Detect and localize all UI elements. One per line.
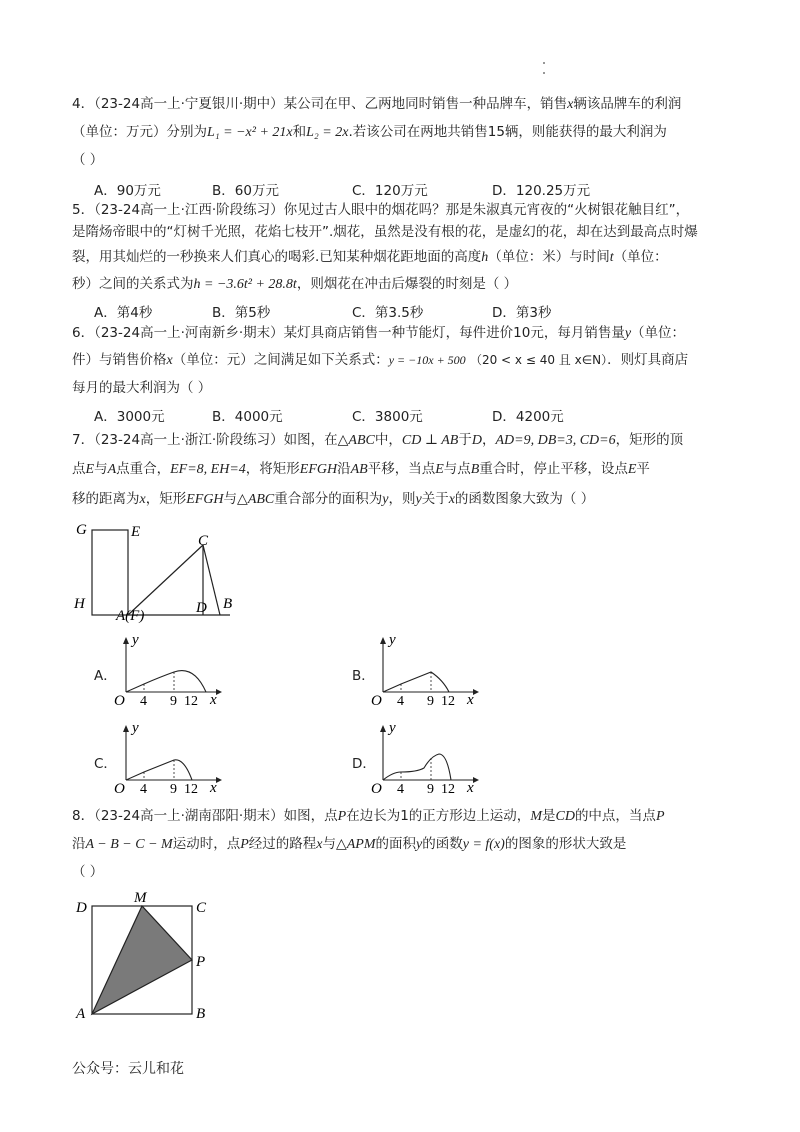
q6-line1: 6．（23-24高一上·河南新乡·期末）某灯具商店销售一种节能灯，每件进价10元，每月销售量y（单位： — [72, 325, 686, 341]
y-label: y — [132, 720, 139, 736]
q5-option-b: B．第5秒 — [212, 305, 271, 321]
tick-4: 4 — [397, 782, 404, 796]
x-label: x — [467, 780, 474, 796]
q7-graph-b — [369, 632, 481, 708]
page-dot — [543, 62, 545, 64]
x-label: x — [210, 780, 217, 796]
label-b: B — [223, 596, 233, 612]
x-label: x — [210, 692, 217, 708]
q7-figure — [70, 520, 250, 625]
q5-option-a: A．第4秒 — [94, 305, 153, 321]
y-label: y — [389, 720, 396, 736]
q4-option-c: C．120万元 — [352, 183, 428, 199]
x-arrow — [473, 777, 479, 783]
y-arrow — [123, 637, 129, 644]
q5-line2: 是隋炀帝眼中的“灯树千光照，花焰七枝开”.烟花，虽然是没有根的花，是虚幻的花，却在达到最高点时爆 — [72, 224, 698, 240]
q6-line3: 每月的最大利润为（ ） — [72, 380, 212, 396]
q4-option-b: B．60万元 — [212, 183, 279, 199]
label-b: B — [196, 1006, 206, 1022]
label-c: C — [196, 900, 207, 916]
q7-line2: 点E与A点重合，EF=8, EH=4，将矩形EFGH沿AB平移，当点E与点B重合时，停止平移，设点E平 — [72, 461, 650, 477]
graph-curve — [383, 672, 449, 692]
graph-curve — [126, 760, 192, 780]
origin-label: O — [114, 693, 125, 708]
tick-9: 9 — [427, 694, 434, 708]
q8-line2: 沿A − B − C − M运动时，点P经过的路程x与△APM的面积y的函数y = f(x)的图象的形状大致是 — [72, 836, 627, 852]
label-d: D — [196, 600, 207, 616]
label-p: P — [196, 954, 206, 970]
tick-4: 4 — [140, 694, 147, 708]
q6-option-b: B．4000元 — [212, 409, 283, 425]
q8-figure — [72, 888, 222, 1028]
tick-12: 12 — [441, 782, 455, 796]
x-arrow — [216, 689, 222, 695]
q7-graph-c — [112, 720, 224, 796]
q6-line2: 件）与销售价格x（单位：元）之间满足如下关系式：y = −10x + 500 （20 < x ≤ 40 且 x∈N）．则灯具商店 — [72, 352, 689, 368]
q7-line1: 7．（23-24高一上·浙江·阶段练习）如图，在△ABC中，CD ⊥ AB于D，AD=9, DB=3, CD=6，矩形的顶 — [72, 432, 684, 448]
graph-curve — [126, 671, 206, 692]
tick-4: 4 — [397, 694, 404, 708]
q6-option-a: A．3000元 — [94, 409, 165, 425]
tick-12: 12 — [441, 694, 455, 708]
q8-line1: 8．（23-24高一上·湖南邵阳·期末）如图，点P在边长为1的正方形边上运动，M是CD的中点，当点P — [72, 808, 665, 824]
x-arrow — [473, 689, 479, 695]
q7-option-c-label: C． — [94, 756, 117, 772]
footer-text: 公众号：云儿和花 — [72, 1061, 184, 1077]
label-h: H — [74, 596, 85, 612]
label-af: A(F) — [116, 608, 145, 624]
q5-line4: 秒）之间的关系式为h = −3.6t² + 28.8t，则烟花在冲击后爆裂的时刻是（ ） — [72, 276, 518, 292]
tick-9: 9 — [170, 694, 177, 708]
y-label: y — [389, 632, 396, 648]
q4-line2: （单位：万元）分别为L₁ = −x² + 21x和L₂ = 2x.若该公司在两地共销售15辆，则能获得的最大利润为 — [72, 124, 667, 140]
y-arrow — [380, 725, 386, 732]
q7-graph-d — [369, 720, 481, 796]
tick-12: 12 — [184, 782, 198, 796]
label-a: A — [76, 1006, 86, 1022]
q5-option-d: D．第3秒 — [492, 305, 552, 321]
q6-option-d: D．4200元 — [492, 409, 564, 425]
q4-option-d: D．120.25万元 — [492, 183, 591, 199]
origin-label: O — [114, 781, 125, 796]
label-c: C — [198, 533, 209, 549]
q7-graph-a — [112, 632, 224, 708]
q7-option-b-label: B． — [352, 668, 375, 684]
q4-paren: （ ） — [72, 152, 104, 168]
q6-option-c: C．3800元 — [352, 409, 423, 425]
x-label: x — [467, 692, 474, 708]
origin-label: O — [371, 781, 382, 796]
q4-line1: 4．（23-24高一上·宁夏银川·期中）某公司在甲、乙两地同时销售一种品牌车，销售x辆该品牌车的利润 — [72, 96, 682, 112]
tick-12: 12 — [184, 694, 198, 708]
q7-line3: 移的距离为x，矩形EFGH与△ABC重合部分的面积为y，则y关于x的函数图象大致为（ ） — [72, 491, 595, 507]
rectangle-efgh — [92, 530, 128, 615]
label-d: D — [76, 900, 87, 916]
x-arrow — [216, 777, 222, 783]
label-m: M — [134, 890, 147, 906]
graph-curve — [383, 754, 451, 780]
q4-option-a: A．90万元 — [94, 183, 161, 199]
y-arrow — [123, 725, 129, 732]
q5-option-c: C．第3.5秒 — [352, 305, 424, 321]
y-arrow — [380, 637, 386, 644]
q5-line3: 裂，用其灿烂的一秒换来人们真心的喝彩.已知某种烟花距地面的高度h（单位：米）与时间t（单位： — [72, 249, 668, 265]
q7-option-a-label: A． — [94, 668, 117, 684]
label-e: E — [131, 524, 141, 540]
tick-9: 9 — [427, 782, 434, 796]
q7-option-d-label: D． — [352, 756, 376, 772]
tick-4: 4 — [140, 782, 147, 796]
triangle-apm — [92, 906, 192, 1014]
tick-9: 9 — [170, 782, 177, 796]
label-g: G — [76, 522, 87, 538]
q8-paren: （ ） — [72, 864, 104, 880]
y-label: y — [132, 632, 139, 648]
segment-ac — [128, 545, 203, 615]
page-dot — [543, 72, 545, 74]
origin-label: O — [371, 693, 382, 708]
q5-line1: 5．（23-24高一上·江西·阶段练习）你见过古人眼中的烟花吗？那是朱淑真元宵夜的“火树银花触目红”， — [72, 202, 690, 218]
